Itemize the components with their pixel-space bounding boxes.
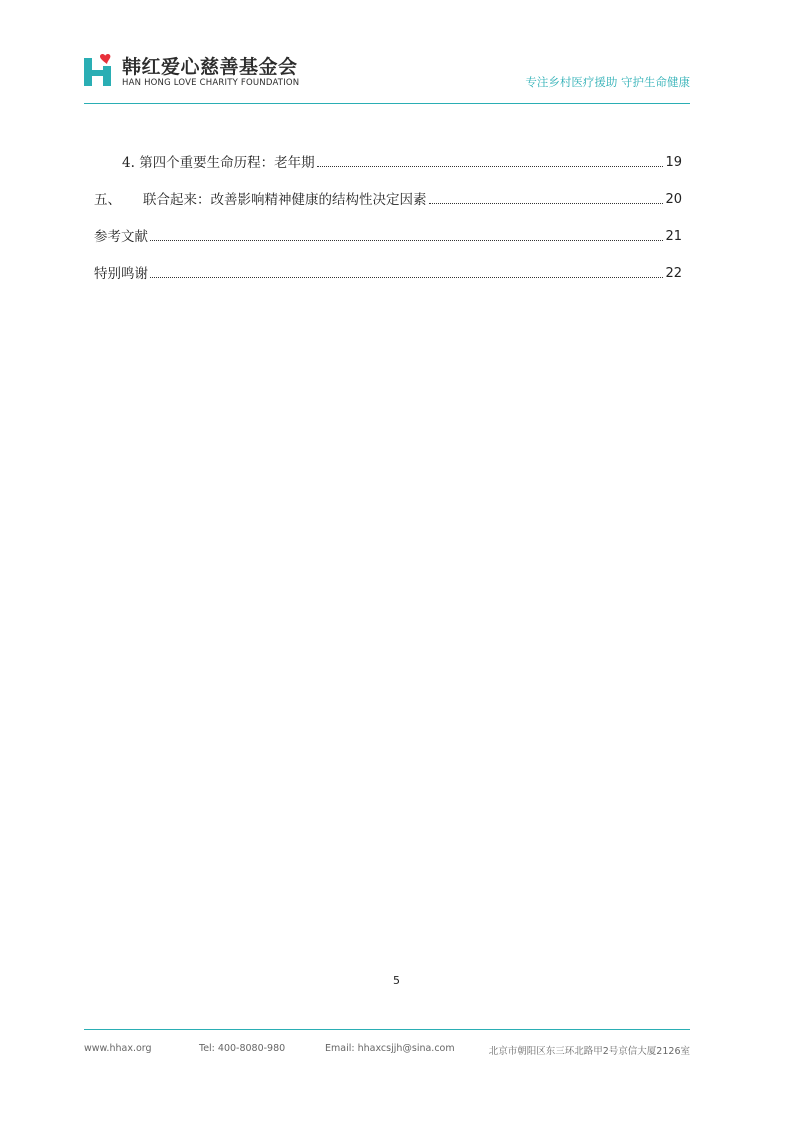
toc-entry-title: 联合起来：改善影响精神健康的结构性决定因素 <box>143 192 427 208</box>
toc-entry-title: 特别鸣谢 <box>94 266 148 282</box>
toc-entry[interactable] <box>94 265 682 302</box>
toc-dot-leader <box>429 190 664 204</box>
footer-tel: Tel: 400-8080-980 <box>199 1043 286 1054</box>
heart-h-logo-icon <box>84 54 114 86</box>
toc-entry-page: 19 <box>665 155 682 170</box>
page-footer <box>84 1043 690 1057</box>
header-divider <box>84 103 690 104</box>
foundation-name-cn: 韩红爱心慈善基金会 <box>122 56 298 78</box>
table-of-contents <box>94 154 682 302</box>
toc-dot-leader <box>150 264 663 278</box>
toc-entry-title: 第四个重要生命历程：老年期 <box>139 155 315 171</box>
toc-entry[interactable] <box>94 154 682 191</box>
foundation-name-en: HAN HONG LOVE CHARITY FOUNDATION <box>122 78 300 88</box>
toc-entry-number: 五、 <box>94 192 121 208</box>
toc-entry-number: 4. <box>122 155 135 171</box>
footer-website[interactable]: www.hhax.org <box>84 1043 152 1054</box>
toc-entry-page: 21 <box>665 229 682 244</box>
page-number: 5 <box>393 974 400 987</box>
page-header <box>84 52 690 102</box>
toc-entry[interactable] <box>94 228 682 265</box>
toc-dot-leader <box>317 153 664 167</box>
toc-entry-page: 20 <box>665 192 682 207</box>
footer-email[interactable]: Email: hhaxcsjjh@sina.com <box>325 1043 455 1054</box>
toc-entry-title: 参考文献 <box>94 229 148 245</box>
toc-entry-page: 22 <box>665 266 682 281</box>
toc-entry[interactable] <box>94 191 682 228</box>
header-slogan: 专注乡村医疗援助 守护生命健康 <box>525 75 690 89</box>
footer-address: 北京市朝阳区东三环北路甲2号京信大厦2126室 <box>488 1046 690 1057</box>
footer-divider <box>84 1029 690 1030</box>
toc-dot-leader <box>150 227 663 241</box>
